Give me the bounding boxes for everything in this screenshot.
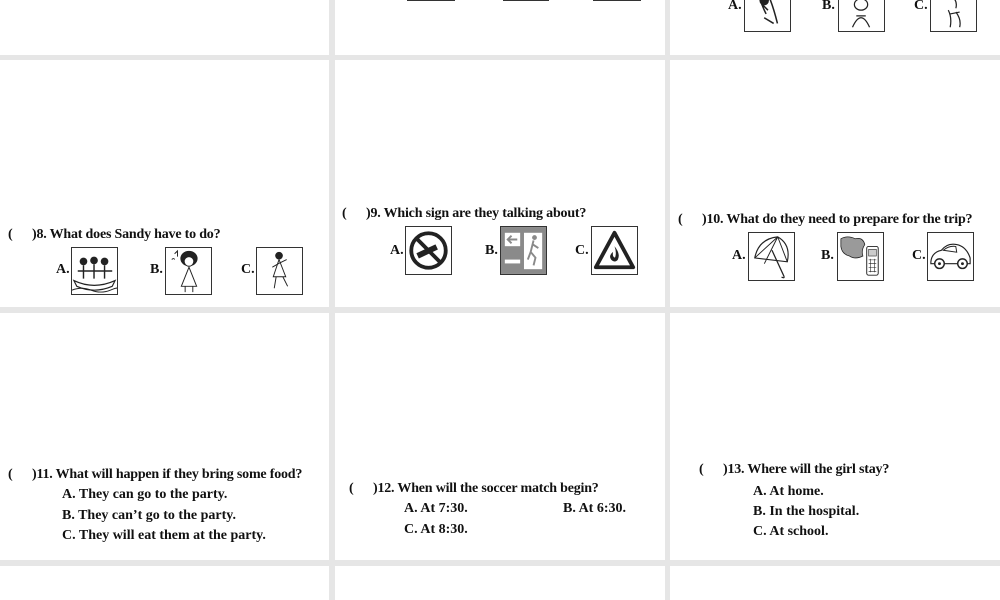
- answer-option-a[interactable]: A. They can go to the party.: [62, 487, 228, 502]
- answer-option-c[interactable]: C. At school.: [753, 524, 829, 539]
- answer-blank[interactable]: (: [349, 481, 354, 496]
- question-10-text: )10. What do they need to prepare for the trip?: [702, 212, 973, 227]
- map-and-phone-icon[interactable]: [837, 232, 884, 281]
- option-label-c[interactable]: C.: [241, 262, 255, 277]
- answer-blank[interactable]: (: [678, 212, 683, 227]
- car-icon[interactable]: [927, 232, 974, 281]
- answer-option-c[interactable]: C. At 8:30.: [404, 522, 468, 537]
- person-icon: [744, 0, 791, 32]
- question-8-text: )8. What does Sandy have to do?: [32, 227, 221, 242]
- option-label-a[interactable]: A.: [56, 262, 70, 277]
- question-12-stem: [349, 481, 599, 497]
- question-8-stem: [8, 227, 220, 243]
- option-label-a[interactable]: A.: [732, 248, 746, 263]
- question-8-card: [0, 60, 329, 307]
- answer-option-a[interactable]: A. At 7:30.: [404, 501, 468, 516]
- question-13-stem: [699, 462, 889, 478]
- option-label-b[interactable]: B.: [150, 262, 163, 277]
- question-9-card: [335, 60, 665, 307]
- question-13-card: [670, 313, 1000, 560]
- answer-option-b[interactable]: B. In the hospital.: [753, 504, 860, 519]
- answer-option-c[interactable]: C. They will eat them at the party.: [62, 528, 266, 543]
- picture-stub: [593, 0, 641, 1]
- answer-option-a[interactable]: A. At home.: [753, 484, 824, 499]
- person-icon: [838, 0, 885, 32]
- no-smoking-sign-icon[interactable]: [405, 226, 452, 275]
- answer-blank[interactable]: (: [699, 462, 704, 477]
- option-label-a[interactable]: A.: [390, 243, 404, 258]
- answer-blank[interactable]: (: [342, 206, 347, 221]
- cell-top-right: [670, 0, 1000, 55]
- answer-option-b[interactable]: B. They can’t go to the party.: [62, 508, 236, 523]
- question-10-card: [670, 60, 1000, 307]
- option-label-b: B.: [822, 0, 835, 13]
- option-label-a: A.: [728, 0, 742, 13]
- question-11-stem: [8, 467, 302, 483]
- question-10-stem: [678, 212, 972, 228]
- question-9-stem: [342, 206, 586, 222]
- question-11-text: )11. What will happen if they bring some food?: [32, 467, 303, 482]
- question-12-text: )12. When will the soccer match begin?: [373, 481, 599, 496]
- option-label-b[interactable]: B.: [821, 248, 834, 263]
- cell-bottom-left: [0, 566, 329, 600]
- cell-bottom-right: [670, 566, 1000, 600]
- option-label-c: C.: [914, 0, 928, 13]
- answer-blank[interactable]: (: [8, 467, 13, 482]
- umbrella-icon[interactable]: [748, 232, 795, 281]
- question-12-card: [335, 313, 665, 560]
- cell-bottom-middle: [335, 566, 665, 600]
- exit-sign-icon[interactable]: [500, 226, 547, 275]
- picture-stub: [407, 0, 455, 1]
- answer-blank[interactable]: (: [8, 227, 13, 242]
- flammable-sign-icon[interactable]: [591, 226, 638, 275]
- rowing-boat-icon[interactable]: [71, 247, 118, 295]
- picture-stub: [503, 0, 549, 1]
- cell-top-left: [0, 0, 329, 55]
- question-11-card: [0, 313, 329, 560]
- question-9-text: )9. Which sign are they talking about?: [366, 206, 587, 221]
- option-label-c[interactable]: C.: [912, 248, 926, 263]
- answer-option-b[interactable]: B. At 6:30.: [563, 501, 626, 516]
- person-icon: [930, 0, 977, 32]
- question-13-text: )13. Where will the girl stay?: [723, 462, 890, 477]
- girl-singing-icon[interactable]: [165, 247, 212, 295]
- cell-top-middle: [335, 0, 665, 55]
- girl-dancing-icon[interactable]: [256, 247, 303, 295]
- option-label-c[interactable]: C.: [575, 243, 589, 258]
- option-label-b[interactable]: B.: [485, 243, 498, 258]
